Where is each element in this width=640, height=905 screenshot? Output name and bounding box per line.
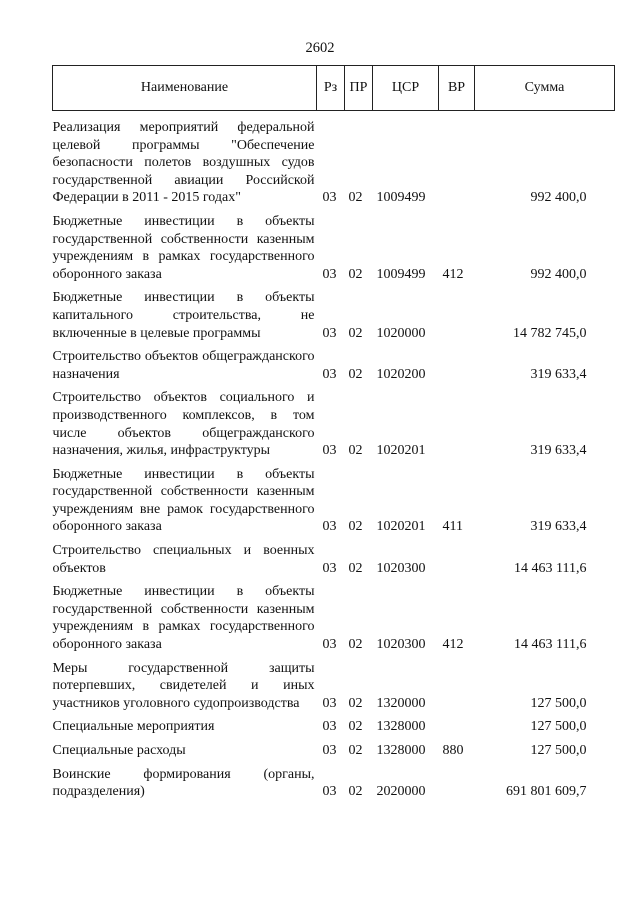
cell-name: Воинские формирования (органы, подразделения)	[52, 766, 315, 800]
cell-sum: 14 782 745,0	[513, 325, 587, 341]
cell-rz: 03	[322, 366, 337, 382]
cell-sum: 992 400,0	[530, 190, 587, 206]
cell-rz: 03	[322, 325, 337, 341]
cell-csr: 1328000	[376, 719, 426, 735]
cell-rz: 03	[322, 266, 337, 282]
table-row	[53, 712, 615, 736]
cell-name: Строительство объектов социального и производственного комплексов, в том числе объектов общегражданского назначения, жилья, инфраструктуры	[52, 390, 315, 459]
cell-vr	[439, 536, 475, 577]
header-row	[53, 66, 615, 111]
cell-pr: 02	[348, 560, 363, 576]
cell-pr: 02	[348, 743, 363, 758]
cell-sum: 319 633,4	[530, 366, 587, 382]
cell-vr	[439, 760, 475, 801]
cell-sum: 127 500,0	[530, 743, 587, 758]
table-row	[53, 383, 615, 459]
header-csr: ЦСР	[373, 66, 439, 111]
cell-sum: 14 463 111,6	[514, 560, 587, 576]
cell-csr: 2020000	[376, 784, 426, 800]
cell-name: Специальные расходы	[52, 743, 186, 758]
cell-name: Строительство объектов общегражданского назначения	[52, 349, 315, 382]
cell-name: Бюджетные инвестиции в объекты капитального строительства, не включенные в целевые программы	[52, 290, 315, 341]
cell-csr: 1020000	[376, 325, 426, 341]
header-name: Наименование	[53, 66, 317, 111]
cell-vr: 411	[442, 519, 463, 535]
cell-csr: 1020300	[376, 637, 426, 653]
page-number: 2602	[305, 40, 335, 56]
table-row	[53, 460, 615, 536]
table-row	[53, 736, 615, 760]
table-header	[53, 66, 615, 111]
cell-name: Бюджетные инвестиции в объекты государственной собственности казенным учреждениям в рамках государственного оборонного заказа	[52, 584, 315, 653]
cell-vr	[439, 383, 475, 459]
cell-pr: 02	[348, 637, 363, 653]
cell-csr: 1020201	[376, 519, 426, 535]
cell-rz: 03	[322, 519, 337, 535]
cell-sum: 14 463 111,6	[514, 637, 587, 653]
cell-pr: 02	[348, 325, 363, 341]
cell-pr: 02	[348, 784, 363, 800]
cell-pr: 02	[348, 266, 363, 282]
cell-csr: 1328000	[376, 743, 426, 758]
cell-csr: 1020200	[376, 366, 426, 382]
header-pr: ПР	[345, 66, 373, 111]
cell-vr	[439, 654, 475, 713]
cell-csr: 1009499	[376, 190, 426, 206]
cell-csr: 1320000	[376, 695, 426, 711]
cell-rz: 03	[322, 743, 337, 758]
cell-vr: 412	[442, 637, 464, 653]
cell-csr: 1020201	[376, 443, 426, 459]
cell-vr	[439, 283, 475, 342]
cell-name: Бюджетные инвестиции в объекты государственной собственности казенным учреждениям в рамках государственного оборонного заказа	[52, 213, 315, 282]
cell-pr: 02	[348, 190, 363, 206]
cell-name: Меры государственной защиты потерпевших, свидетелей и иных участников уголовного судопроизводства	[52, 660, 315, 711]
cell-sum: 691 801 609,7	[506, 784, 587, 800]
cell-pr: 02	[348, 519, 363, 535]
cell-pr: 02	[348, 366, 363, 382]
cell-rz: 03	[322, 560, 337, 576]
cell-sum: 319 633,4	[530, 519, 587, 535]
budget-table	[52, 65, 615, 801]
table-row	[53, 654, 615, 713]
header-rz: Рз	[317, 66, 345, 111]
table-row	[53, 536, 615, 577]
cell-vr	[439, 712, 475, 736]
cell-pr: 02	[348, 719, 363, 735]
cell-name: Строительство специальных и военных объектов	[52, 543, 315, 576]
cell-rz: 03	[322, 719, 337, 735]
cell-vr	[439, 342, 475, 383]
cell-rz: 03	[322, 443, 337, 459]
cell-name: Реализация мероприятий федеральной целевой программы "Обеспечение безопасности полетов воздушных судов государственной авиации Российской Федерации в 2011 - 2015 годах"	[52, 120, 315, 206]
header-vr: ВР	[439, 66, 475, 111]
cell-vr	[439, 111, 475, 207]
table-row	[53, 111, 615, 207]
table-row	[53, 207, 615, 283]
table-body	[53, 111, 615, 801]
cell-pr: 02	[348, 695, 363, 711]
table-row	[53, 283, 615, 342]
header-sum: Сумма	[475, 66, 615, 111]
table-row	[53, 577, 615, 653]
table-row	[53, 342, 615, 383]
cell-name: Специальные мероприятия	[52, 719, 215, 735]
cell-sum: 127 500,0	[530, 719, 587, 735]
cell-sum: 992 400,0	[530, 266, 587, 282]
cell-vr: 412	[442, 266, 464, 282]
cell-rz: 03	[322, 784, 337, 800]
cell-rz: 03	[322, 637, 337, 653]
cell-vr: 880	[442, 743, 464, 758]
cell-name: Бюджетные инвестиции в объекты государственной собственности казенным учреждениям вне рамок государственного оборонного заказа	[52, 466, 315, 535]
cell-sum: 319 633,4	[530, 443, 587, 459]
cell-sum: 127 500,0	[530, 695, 587, 711]
cell-pr: 02	[348, 443, 363, 459]
cell-rz: 03	[322, 190, 337, 206]
cell-csr: 1020300	[376, 560, 426, 576]
table-row	[53, 760, 615, 801]
cell-csr: 1009499	[376, 266, 426, 282]
cell-rz: 03	[322, 695, 337, 711]
